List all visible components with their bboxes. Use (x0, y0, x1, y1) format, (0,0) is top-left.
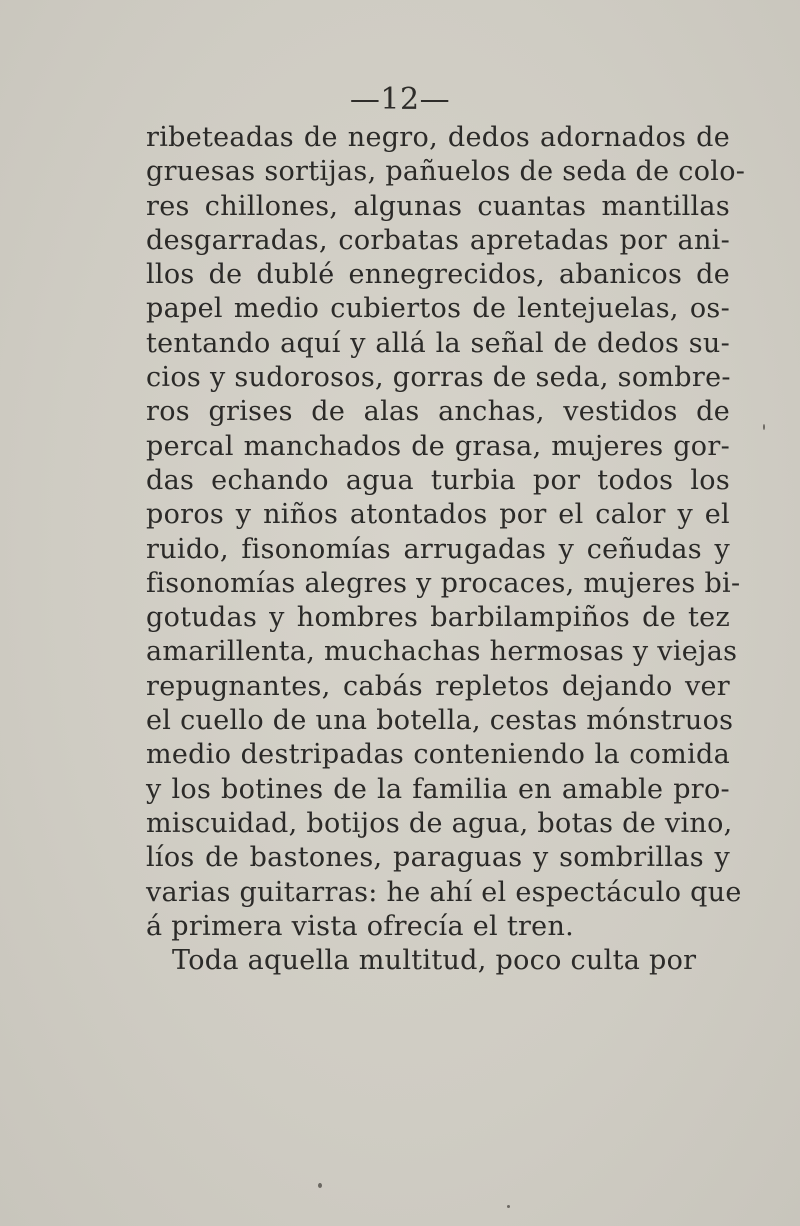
text-line: desgarradas, corbatas apretadas por ani- (146, 224, 730, 256)
speck (507, 1205, 510, 1208)
text-line: repugnantes, cabás repletos dejando ver (146, 670, 730, 702)
text-line: llos de dublé ennegrecidos, abanicos de (146, 259, 730, 291)
text-line: medio destripadas conteniendo la comida (146, 739, 730, 771)
text-line: miscuidad, botijos de agua, botas de vino, (146, 807, 733, 839)
text-line: res chillones, algunas cuantas mantillas (146, 190, 730, 222)
text-line: varias guitarras: he ahí el espectáculo que (146, 876, 742, 908)
text-line: ribeteadas de negro, dedos adornados de (146, 122, 730, 153)
body-text (146, 121, 746, 978)
text-line: tentando aquí y allá la señal de dedos su- (146, 327, 730, 359)
speck (763, 424, 765, 430)
text-line: Toda aquella multitud, poco culta por (172, 945, 697, 977)
speck (318, 1183, 322, 1188)
text-line: percal manchados de grasa, mujeres gor- (146, 430, 730, 462)
text-line: papel medio cubiertos de lentejuelas, os- (146, 293, 730, 325)
text-line: gruesas sortijas, pañuelos de seda de colo- (146, 156, 746, 188)
text-line: el cuello de una botella, cestas mónstruos (146, 705, 734, 737)
text-line: fisonomías alegres y procaces, mujeres bi- (146, 567, 741, 599)
text-line: ros grises de alas anchas, vestidos de (146, 396, 730, 428)
text-line: ruido, fisonomías arrugadas y ceñudas y (146, 533, 730, 565)
text-line: gotudas y hombres barbilampiños de tez (146, 602, 730, 634)
text-line: cios y sudorosos, gorras de seda, sombre- (146, 362, 731, 394)
text-line: poros y niños atontados por el calor y el (146, 499, 730, 531)
text-line: amarillenta, muchachas hermosas y viejas (146, 636, 738, 668)
text-line: á primera vista ofrecía el tren. (146, 910, 575, 942)
text-line: das echando agua turbia por todos los (146, 464, 730, 496)
text-line: y los botines de la familia en amable pro- (146, 773, 730, 805)
page-number: —12— (349, 82, 451, 117)
text-line: líos de bastones, paraguas y sombrillas y (146, 842, 730, 874)
